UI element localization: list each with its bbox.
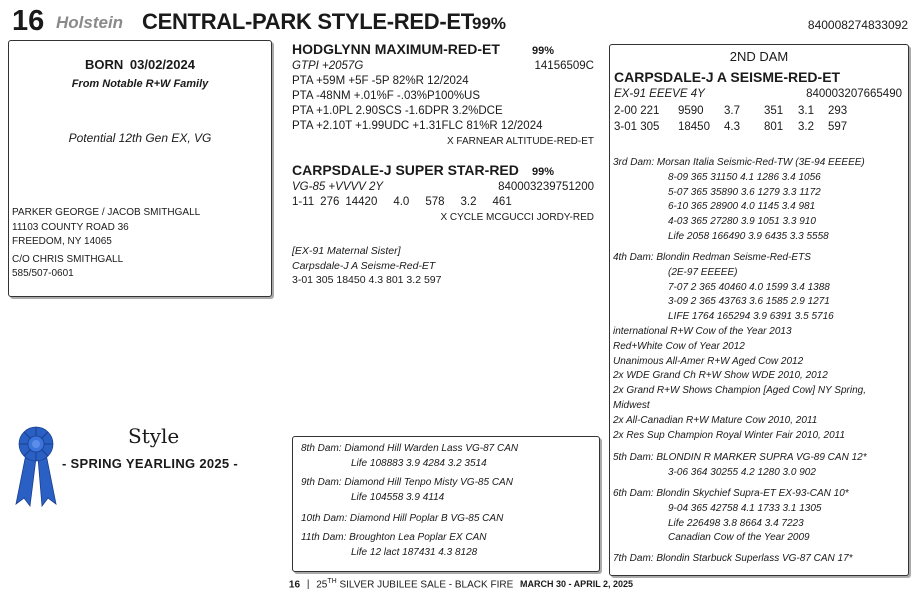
lower-dam-head: 11th Dam: Broughton Lea Poplar EX CAN bbox=[301, 532, 487, 543]
honor-line: 2x WDE Grand Ch R+W Show WDE 2010, 2012 bbox=[613, 370, 828, 382]
record-cell: 14420 bbox=[345, 196, 378, 208]
mgs-record bbox=[292, 195, 598, 210]
dam-box-title: 2ND DAM bbox=[729, 49, 789, 64]
honor-line: Unanimous All-Amer R+W Aged Cow 2012 bbox=[613, 355, 804, 367]
sire-pta-line: PTA +1.0PL 2.90SCS -1.6DPR 3.2%DCE bbox=[292, 105, 503, 117]
lower-dam-line: Life 104558 3.9 4114 bbox=[351, 491, 445, 503]
ancestor-line: LIFE 1764 165294 3.9 6391 3.5 5716 bbox=[668, 311, 834, 323]
consignor-line: FREEDOM, NY 14065 bbox=[12, 236, 112, 247]
mgs-class: VG-85 +VVVV 2Y bbox=[292, 181, 384, 193]
ancestor-line: 9-04 365 42758 4.1 1733 3.1 1305 bbox=[668, 502, 822, 514]
ancestor-line: Life 2058 166490 3.9 6435 3.3 5558 bbox=[668, 230, 829, 242]
page-footer bbox=[0, 578, 922, 590]
lower-dam-head: 10th Dam: Diamond Hill Poplar B VG-85 CAN bbox=[301, 513, 504, 524]
record-cell: 3.7 bbox=[724, 105, 740, 117]
born-info-box bbox=[8, 40, 272, 297]
sire-block bbox=[292, 42, 598, 149]
sister-line: [EX-91 Maternal Sister] bbox=[292, 245, 401, 257]
maternal-sister-block bbox=[292, 244, 441, 288]
record-cell: 3.1 bbox=[798, 105, 814, 117]
eleventh-dam bbox=[301, 531, 486, 560]
sale-dates: MARCH 30 - APRIL 2, 2025 bbox=[520, 579, 634, 590]
record-cell: 4.3 bbox=[724, 121, 740, 133]
third-dam bbox=[613, 156, 905, 245]
record-cell: 2-00 221 bbox=[614, 105, 660, 117]
consignor-line: 11103 COUNTY ROAD 36 bbox=[12, 221, 129, 233]
tenth-dam bbox=[301, 512, 503, 527]
sixth-dam bbox=[613, 487, 905, 546]
lower-dam-head: 9th Dam: Diamond Hill Tenpo Misty VG-85 CAN bbox=[301, 477, 513, 488]
style-name: Style bbox=[128, 424, 180, 448]
birth-date: BORN 03/02/2024 bbox=[85, 57, 195, 72]
record-cell: 3-01 305 bbox=[614, 121, 660, 133]
ancestor-head: 7th Dam: Blondin Starbuck Superlass VG-87 CAN 17* bbox=[613, 553, 853, 564]
record-cell: 801 bbox=[764, 121, 784, 133]
honor-line: Red+White Cow of Year 2012 bbox=[613, 340, 745, 352]
ancestor-line: 8-09 365 31150 4.1 1286 3.4 1056 bbox=[668, 171, 821, 183]
record-cell: 276 bbox=[320, 196, 340, 208]
sale-number: 25 bbox=[316, 579, 328, 591]
eighth-dam bbox=[301, 442, 518, 471]
record-cell: 4.0 bbox=[393, 196, 410, 208]
potential-note: Potential 12th Gen EX, VG bbox=[68, 131, 212, 145]
ancestor-line: 3-09 2 365 43763 3.6 1585 2.9 1271 bbox=[668, 296, 830, 308]
dam-records bbox=[614, 103, 847, 135]
breed-label: Holstein bbox=[56, 13, 124, 32]
sister-line: Carpsdale-J A Seisme-Red-ET bbox=[292, 259, 436, 272]
show-class: - SPRING YEARLING 2025 - bbox=[62, 456, 239, 471]
footer-separator: | bbox=[306, 579, 310, 591]
lower-dam-line: Life 12 lact 187431 4.3 8128 bbox=[351, 546, 478, 558]
sire-gtpi: GTPI +2057G bbox=[292, 60, 364, 72]
sire-pta-line: PTA -48NM +.01%F -.03%P100%US bbox=[292, 90, 481, 102]
sister-line: 3-01 305 18450 4.3 801 3.2 597 bbox=[292, 274, 442, 286]
animal-percent: 99% bbox=[472, 14, 507, 33]
blue-ribbon-icon bbox=[8, 424, 64, 508]
record-cell: 293 bbox=[828, 105, 848, 117]
ancestor-line: Life 226498 3.8 8664 3.4 7223 bbox=[668, 517, 804, 529]
mgs-sire-of-dam: X CYCLE MCGUCCI JORDY-RED bbox=[440, 212, 594, 223]
record-cell: 3.2 bbox=[460, 196, 477, 208]
sale-number-suffix: TH bbox=[327, 578, 337, 585]
ancestor-line: 3-06 364 30255 4.2 1280 3.0 902 bbox=[668, 466, 816, 478]
dam-record-row bbox=[614, 103, 847, 119]
honor-line: international R+W Cow of the Year 2013 bbox=[613, 325, 792, 337]
fourth-dam bbox=[613, 251, 905, 443]
ancestor-head: 4th Dam: Blondin Redman Seisme-Red-ETS bbox=[613, 252, 811, 263]
maternal-grandsire-block bbox=[292, 163, 598, 225]
ancestor-line: 6-10 365 28900 4.0 1145 3.4 981 bbox=[668, 201, 816, 213]
lower-dam-head: 8th Dam: Diamond Hill Warden Lass VG-87 CAN bbox=[301, 443, 519, 454]
honor-line: Midwest bbox=[613, 399, 650, 411]
consignor-phone: 585/507-0601 bbox=[12, 268, 74, 279]
sire-id: 14156509C bbox=[534, 60, 594, 72]
fifth-dam bbox=[613, 451, 905, 481]
mgs-percent: 99% bbox=[531, 166, 554, 178]
dam-class: EX-91 EEEVE 4Y bbox=[614, 88, 705, 100]
second-dam-box bbox=[609, 44, 909, 576]
lower-dam-line: Life 108883 3.9 4284 3.2 3514 bbox=[351, 457, 487, 469]
record-cell: 461 bbox=[492, 196, 512, 208]
honor-line: 2x Res Sup Champion Royal Winter Fair 2010, 2011 bbox=[613, 429, 846, 441]
mgs-id: 840003239751200 bbox=[498, 181, 594, 193]
dam-class-row bbox=[614, 88, 902, 100]
ancestor-line: 5-07 365 35890 3.6 1279 3.3 1172 bbox=[668, 186, 821, 198]
ancestor-head: 5th Dam: BLONDIN R MARKER SUPRA VG-89 CAN 12* bbox=[613, 452, 867, 463]
honor-line: 2x Grand R+W Shows Champion [Aged Cow] NY Spring, bbox=[613, 385, 866, 397]
sire-percent: 99% bbox=[531, 45, 554, 57]
animal-id: 840008274833092 bbox=[807, 18, 908, 32]
sire-pta-line: PTA +59M +5F -5P 82%R 12/2024 bbox=[292, 75, 469, 87]
lot-number: 16 bbox=[12, 5, 45, 37]
ancestor-line: Canadian Cow of the Year 2009 bbox=[668, 532, 810, 544]
ancestor-head: 6th Dam: Blondin Skychief Supra-ET EX-93-CAN 10* bbox=[613, 488, 849, 499]
sire-pta-line: PTA +2.10T +1.99UDC +1.31FLC 81%R 12/2024 bbox=[292, 120, 543, 132]
animal-name: CENTRAL-PARK STYLE-RED-ET bbox=[142, 9, 474, 34]
record-cell: 18450 bbox=[678, 121, 710, 133]
record-cell: 351 bbox=[764, 105, 784, 117]
dam-name: CARPSDALE-J A SEISME-RED-ET bbox=[614, 69, 841, 85]
lower-dams-box bbox=[292, 436, 600, 572]
consignor-line: PARKER GEORGE / JACOB SMITHGALL bbox=[12, 207, 201, 218]
family-note: From Notable R+W Family bbox=[71, 78, 209, 90]
ancestor-line: 7-07 2 365 40460 4.0 1599 3.4 1388 bbox=[668, 281, 830, 293]
ancestor-line: 4-03 365 27280 3.9 1051 3.3 910 bbox=[668, 216, 816, 228]
consignor-line: C/O CHRIS SMITHGALL bbox=[12, 253, 124, 265]
consignor-address bbox=[12, 206, 200, 282]
ninth-dam bbox=[301, 476, 513, 505]
record-cell: 1-11 bbox=[292, 196, 315, 208]
ancestor-head: 3rd Dam: Morsan Italia Seismic-Red-TW (3E-94 EEEEE) bbox=[613, 157, 865, 168]
sire-of-dam: X FARNEAR ALTITUDE-RED-ET bbox=[446, 136, 594, 147]
record-cell: 9590 bbox=[678, 105, 704, 117]
mgs-name: CARPSDALE-J SUPER STAR-RED bbox=[292, 162, 519, 178]
page-number: 16 bbox=[288, 579, 301, 591]
record-cell: 597 bbox=[828, 121, 848, 133]
record-cell: 578 bbox=[425, 196, 445, 208]
sire-name: HODGLYNN MAXIMUM-RED-ET bbox=[292, 41, 500, 57]
dam-id: 840003207665490 bbox=[806, 88, 902, 100]
dam-record-row bbox=[614, 119, 847, 135]
seventh-dam bbox=[613, 552, 905, 567]
sale-name: SILVER JUBILEE SALE - BLACK FIRE bbox=[339, 579, 514, 591]
ancestor-line: (2E-97 EEEEE) bbox=[668, 266, 738, 278]
record-cell: 3.2 bbox=[798, 121, 814, 133]
honor-line: 2x All-Canadian R+W Mature Cow 2010, 2011 bbox=[613, 414, 818, 426]
